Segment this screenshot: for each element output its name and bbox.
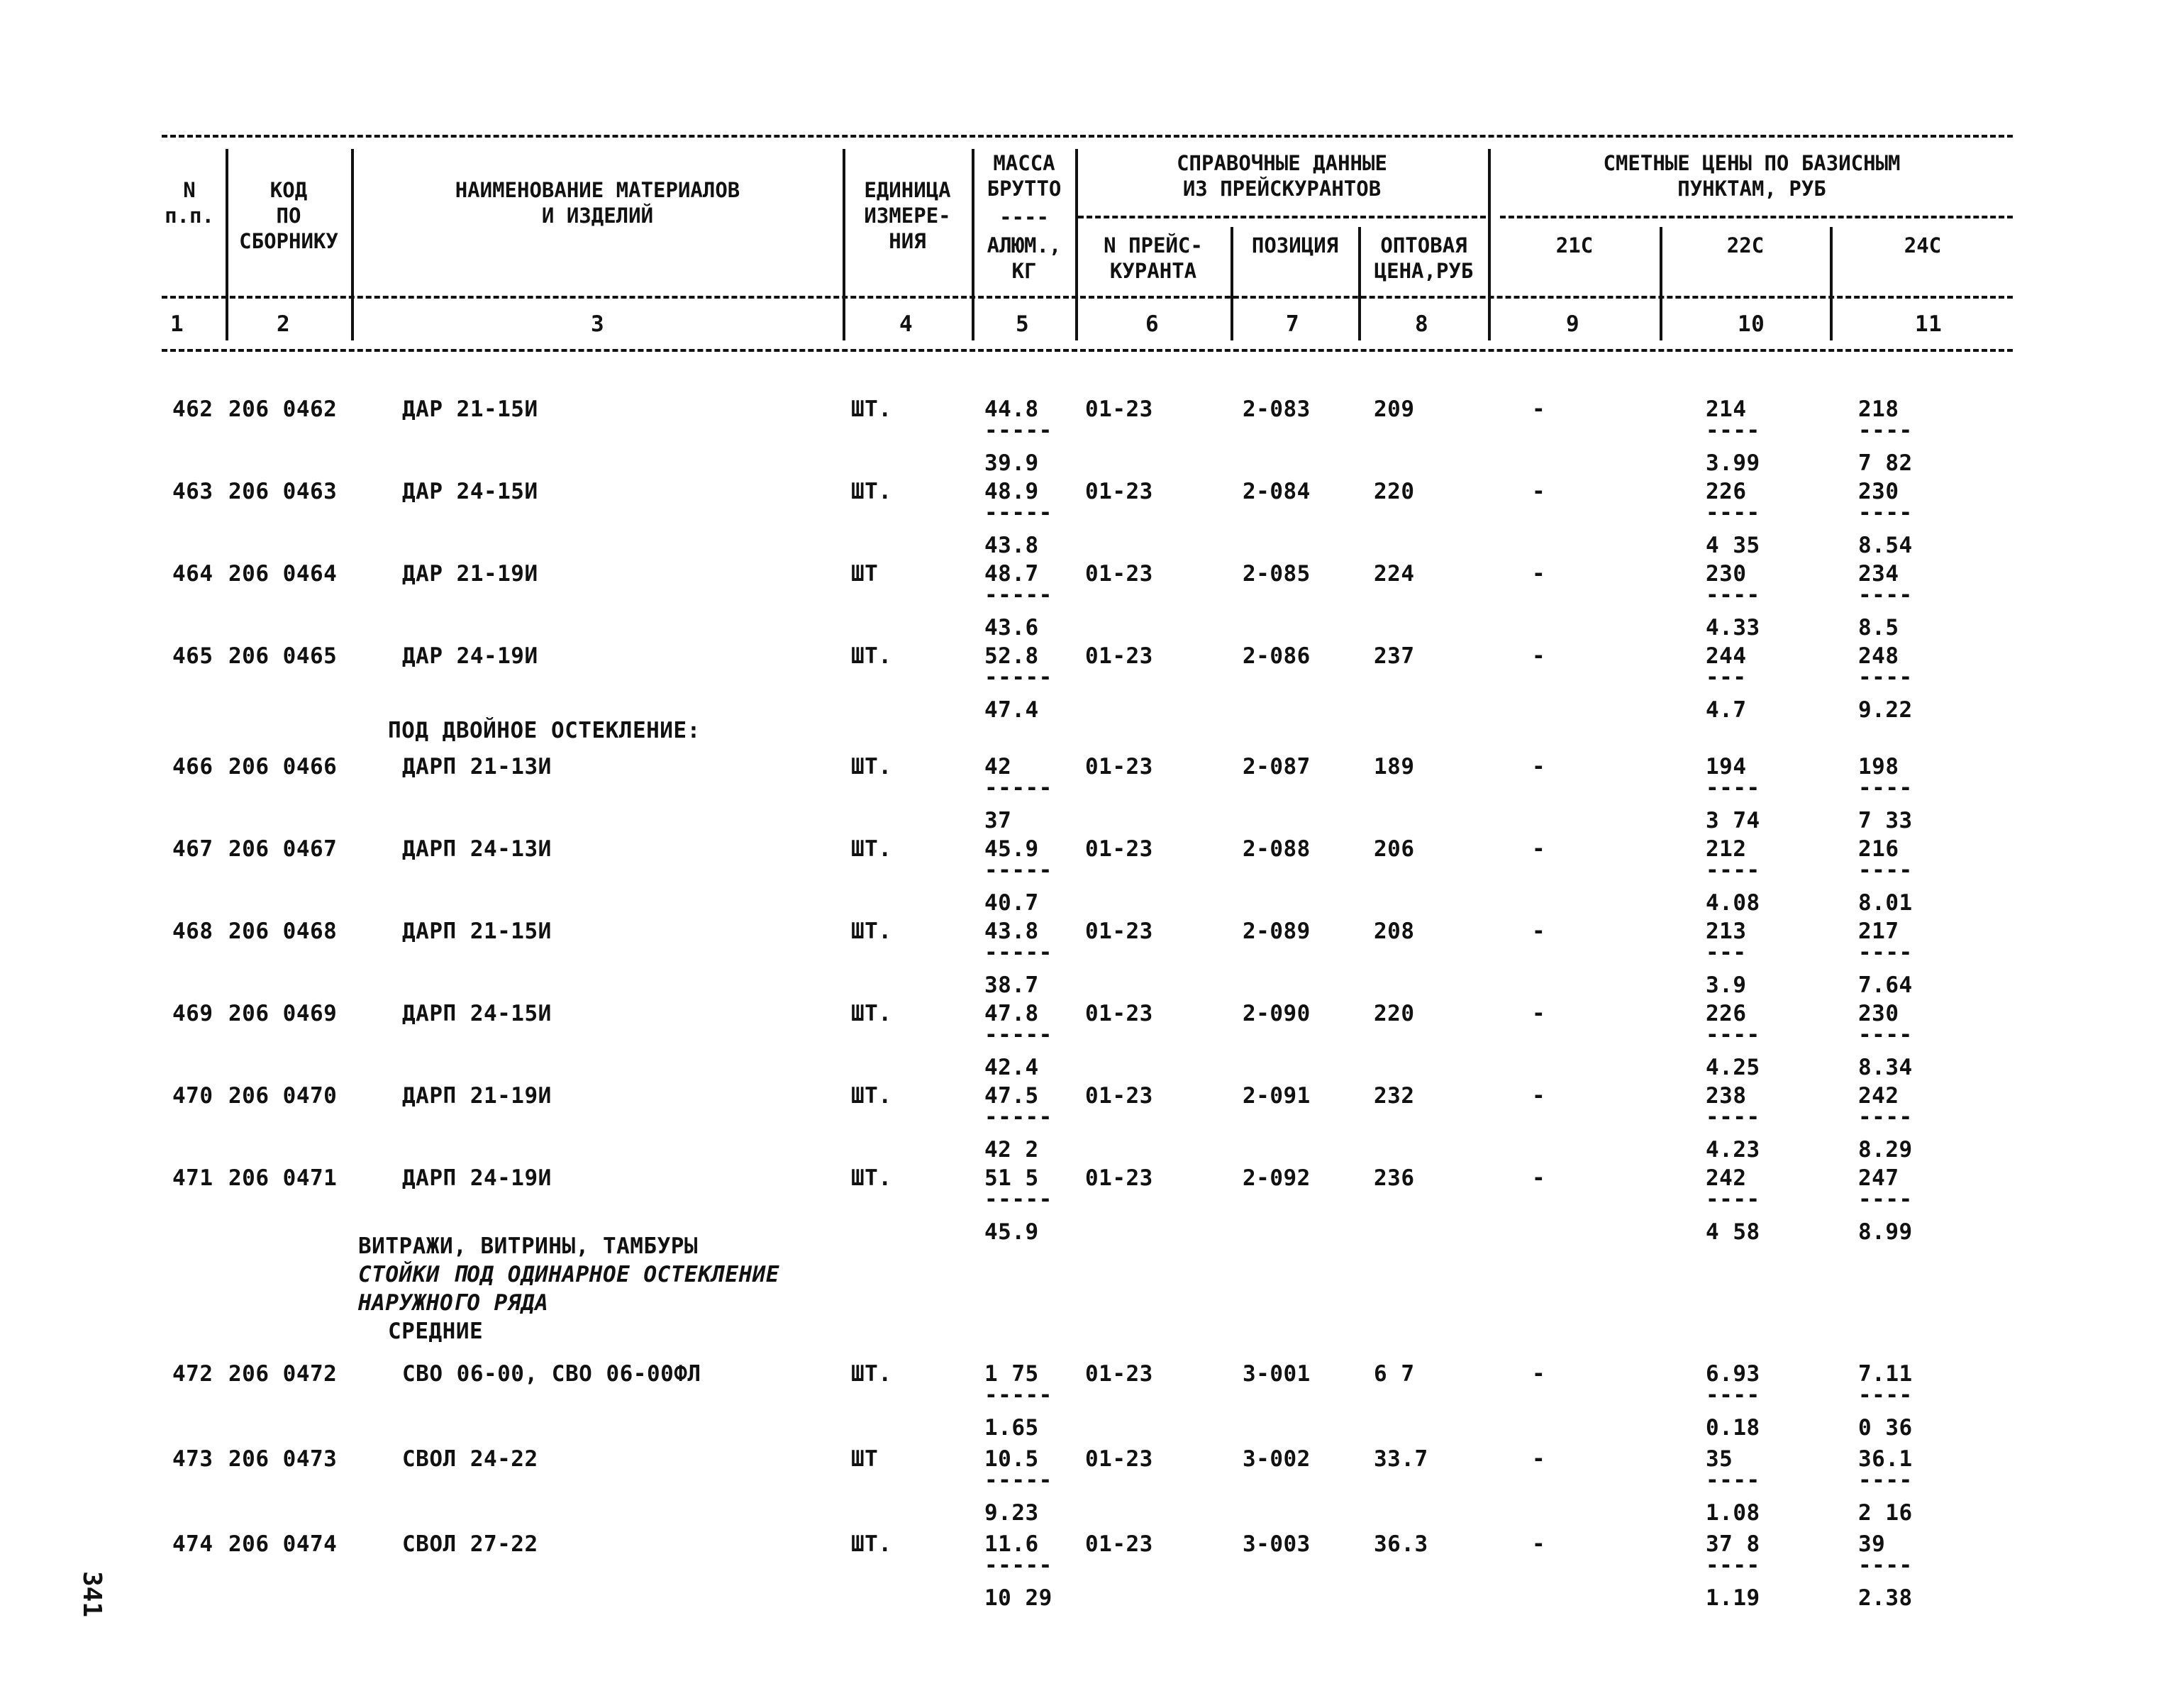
row-position: 2-085: [1243, 561, 1311, 587]
row-mass-fraction-bar: -----: [984, 665, 1052, 690]
row-number: 463: [172, 479, 213, 504]
header-top-rule: [162, 135, 2013, 138]
row-24c-transport: 7 33: [1858, 808, 1913, 833]
row-wholesale-price: 220: [1374, 479, 1415, 504]
column-number-5: 5: [1016, 311, 1030, 337]
section-stoyki-line1: СТОЙКИ ПОД ОДИНАРНОЕ ОСТЕКЛЕНИЕ: [358, 1262, 780, 1287]
row-22c-fraction-bar: ----: [1706, 858, 1760, 883]
row-mass-aluminium: 1.65: [984, 1415, 1039, 1441]
row-mass-aluminium: 10 29: [984, 1585, 1052, 1611]
row-price-22c: 244: [1706, 643, 1747, 669]
row-position: 2-083: [1243, 396, 1311, 422]
row-code: 206 0464: [228, 561, 338, 587]
row-unit: ШТ.: [851, 919, 892, 944]
row-24c-fraction-bar: ----: [1858, 418, 1913, 443]
row-22c-fraction-bar: ----: [1706, 500, 1760, 526]
row-number: 466: [172, 754, 213, 780]
row-mass-aluminium: 43.8: [984, 533, 1039, 558]
row-mass-aluminium: 47.4: [984, 697, 1039, 723]
row-24c-transport: 9.22: [1858, 697, 1913, 723]
row-number: 468: [172, 919, 213, 944]
row-price-24c: 39: [1858, 1531, 1886, 1557]
row-unit: ШТ.: [851, 1165, 892, 1191]
row-mass-fraction-bar: -----: [984, 500, 1052, 526]
header-col3: НАИМЕНОВАНИЕ МАТЕРИАЛОВ И ИЗДЕЛИЙ: [455, 178, 740, 228]
row-pricelist: 01-23: [1085, 1446, 1153, 1472]
row-24c-fraction-bar: ----: [1858, 1468, 1913, 1493]
row-position: 2-084: [1243, 479, 1311, 504]
row-price-22c: 238: [1706, 1083, 1747, 1109]
row-wholesale-price: 220: [1374, 1001, 1415, 1026]
row-mass-aluminium: 43.6: [984, 615, 1039, 640]
row-pricelist: 01-23: [1085, 1165, 1153, 1191]
row-22c-transport: 1.08: [1706, 1500, 1760, 1526]
section-vitrazhi: ВИТРАЖИ, ВИТРИНЫ, ТАМБУРЫ: [358, 1233, 699, 1259]
row-unit: ШТ.: [851, 643, 892, 669]
row-price-22c: 226: [1706, 479, 1747, 504]
row-mass: 52.8: [984, 643, 1039, 669]
row-24c-fraction-bar: ----: [1858, 500, 1913, 526]
row-price-22c: 35: [1706, 1446, 1733, 1472]
row-pricelist: 01-23: [1085, 643, 1153, 669]
row-unit: ШТ.: [851, 754, 892, 780]
row-number: 465: [172, 643, 213, 669]
row-wholesale-price: 209: [1374, 396, 1415, 422]
row-price-24c: 248: [1858, 643, 1899, 669]
row-price-21c: -: [1532, 1446, 1546, 1472]
row-22c-fraction-bar: ----: [1706, 1104, 1760, 1130]
row-24c-fraction-bar: ----: [1858, 1022, 1913, 1048]
row-price-21c: -: [1532, 919, 1546, 944]
row-name: СВОЛ 27-22: [402, 1531, 538, 1557]
row-unit: ШТ.: [851, 1001, 892, 1026]
row-name: СВО 06-00, СВО 06-00ФЛ: [402, 1361, 701, 1387]
row-name: ДАРП 24-15И: [402, 1001, 552, 1026]
row-name: ДАРП 21-15И: [402, 919, 552, 944]
row-22c-transport: 4.7: [1706, 697, 1747, 723]
row-24c-transport: 0 36: [1858, 1415, 1913, 1441]
row-mass-aluminium: 40.7: [984, 890, 1039, 916]
row-name: ДАРП 24-13И: [402, 836, 552, 862]
row-mass-aluminium: 45.9: [984, 1219, 1039, 1245]
row-22c-transport: 4.23: [1706, 1137, 1760, 1163]
row-number: 470: [172, 1083, 213, 1109]
row-mass-fraction-bar: -----: [984, 775, 1052, 801]
row-mass: 47.8: [984, 1001, 1039, 1026]
row-pricelist: 01-23: [1085, 1001, 1153, 1026]
row-mass-aluminium: 9.23: [984, 1500, 1039, 1526]
row-24c-fraction-bar: ----: [1858, 1187, 1913, 1212]
row-wholesale-price: 237: [1374, 643, 1415, 669]
row-22c-transport: 3 74: [1706, 808, 1760, 833]
row-number: 464: [172, 561, 213, 587]
row-price-24c: 218: [1858, 396, 1899, 422]
row-24c-fraction-bar: ----: [1858, 775, 1913, 801]
row-position: 2-089: [1243, 919, 1311, 944]
price-group-rule: [1500, 216, 2013, 218]
row-mass-fraction-bar: -----: [984, 1104, 1052, 1130]
row-price-21c: -: [1532, 1083, 1546, 1109]
row-24c-transport: 8.01: [1858, 890, 1913, 916]
row-24c-fraction-bar: ----: [1858, 1104, 1913, 1130]
header-col6: N ПРЕЙС- КУРАНТА: [1104, 233, 1203, 283]
row-number: 473: [172, 1446, 213, 1472]
header-bottom-rule: [162, 349, 2013, 352]
row-22c-fraction-bar: ----: [1706, 1553, 1760, 1578]
row-22c-fraction-bar: ----: [1706, 775, 1760, 801]
row-24c-transport: 8.54: [1858, 533, 1913, 558]
row-24c-fraction-bar: ----: [1858, 940, 1913, 965]
header-col8: ОПТОВАЯ ЦЕНА,РУБ: [1374, 233, 1474, 283]
row-24c-transport: 8.34: [1858, 1055, 1913, 1080]
row-price-21c: -: [1532, 396, 1546, 422]
row-22c-fraction-bar: ----: [1706, 1187, 1760, 1212]
row-wholesale-price: 208: [1374, 919, 1415, 944]
row-code: 206 0462: [228, 396, 338, 422]
column-number-6: 6: [1145, 311, 1160, 337]
row-pricelist: 01-23: [1085, 754, 1153, 780]
row-mass-fraction-bar: -----: [984, 858, 1052, 883]
row-mass-fraction-bar: -----: [984, 1553, 1052, 1578]
row-pricelist: 01-23: [1085, 1531, 1153, 1557]
row-22c-transport: 0.18: [1706, 1415, 1760, 1441]
row-code: 206 0471: [228, 1165, 338, 1191]
section-double-glazing: ПОД ДВОЙНОЕ ОСТЕКЛЕНИЕ:: [388, 718, 701, 743]
row-code: 206 0474: [228, 1531, 338, 1557]
section-srednie: СРЕДНИЕ: [388, 1319, 484, 1344]
row-unit: ШТ: [851, 561, 879, 587]
row-24c-fraction-bar: ----: [1858, 582, 1913, 608]
row-number: 469: [172, 1001, 213, 1026]
row-pricelist: 01-23: [1085, 561, 1153, 587]
row-wholesale-price: 206: [1374, 836, 1415, 862]
row-22c-fraction-bar: ----: [1706, 418, 1760, 443]
row-price-21c: -: [1532, 1531, 1546, 1557]
row-price-24c: 247: [1858, 1165, 1899, 1191]
row-number: 471: [172, 1165, 213, 1191]
row-mass: 45.9: [984, 836, 1039, 862]
row-mass: 51 5: [984, 1165, 1039, 1191]
row-22c-transport: 1.19: [1706, 1585, 1760, 1611]
header-col2: КОД ПО СБОРНИКУ: [239, 178, 338, 253]
row-price-22c: 214: [1706, 396, 1747, 422]
row-pricelist: 01-23: [1085, 1361, 1153, 1387]
column-number-3: 3: [591, 311, 605, 337]
row-mass: 44.8: [984, 396, 1039, 422]
row-position: 3-002: [1243, 1446, 1311, 1472]
row-pricelist: 01-23: [1085, 1083, 1153, 1109]
row-price-24c: 234: [1858, 561, 1899, 587]
header-col7: ПОЗИЦИЯ: [1251, 233, 1339, 257]
row-mass: 1 75: [984, 1361, 1039, 1387]
row-code: 206 0470: [228, 1083, 338, 1109]
header-col5-sep: ----: [999, 205, 1049, 229]
row-mass: 11.6: [984, 1531, 1039, 1557]
row-wholesale-price: 189: [1374, 754, 1415, 780]
row-wholesale-price: 6 7: [1374, 1361, 1415, 1387]
row-24c-transport: 7 82: [1858, 450, 1913, 476]
row-pricelist: 01-23: [1085, 479, 1153, 504]
row-unit: ШТ: [851, 1446, 879, 1472]
row-wholesale-price: 36.3: [1374, 1531, 1428, 1557]
column-number-11: 11: [1915, 311, 1943, 337]
row-price-24c: 230: [1858, 479, 1899, 504]
row-code: 206 0467: [228, 836, 338, 862]
row-price-21c: -: [1532, 836, 1546, 862]
row-position: 3-001: [1243, 1361, 1311, 1387]
row-mass: 42: [984, 754, 1012, 780]
row-22c-fraction-bar: ----: [1706, 1382, 1760, 1408]
header-col11: 24С: [1904, 233, 1942, 257]
row-mass-fraction-bar: -----: [984, 1187, 1052, 1212]
row-22c-transport: 3.9: [1706, 972, 1747, 998]
row-price-22c: 212: [1706, 836, 1747, 862]
header-vbar: [351, 149, 354, 340]
row-code: 206 0466: [228, 754, 338, 780]
row-24c-fraction-bar: ----: [1858, 858, 1913, 883]
row-24c-fraction-bar: ----: [1858, 665, 1913, 690]
row-22c-transport: 4.25: [1706, 1055, 1760, 1080]
ref-group-rule: [1078, 216, 1486, 218]
row-price-21c: -: [1532, 1001, 1546, 1026]
header-mid-rule: [162, 296, 2013, 299]
row-code: 206 0472: [228, 1361, 338, 1387]
column-number-4: 4: [899, 311, 913, 337]
row-pricelist: 01-23: [1085, 836, 1153, 862]
row-22c-transport: 4 58: [1706, 1219, 1760, 1245]
header-vbar: [1231, 227, 1233, 340]
row-wholesale-price: 236: [1374, 1165, 1415, 1191]
row-mass-fraction-bar: -----: [984, 418, 1052, 443]
row-price-22c: 37 8: [1706, 1531, 1760, 1557]
row-number: 474: [172, 1531, 213, 1557]
row-price-21c: -: [1532, 561, 1546, 587]
row-name: ДАРП 24-19И: [402, 1165, 552, 1191]
row-wholesale-price: 224: [1374, 561, 1415, 587]
header-group-prices: СМЕТНЫЕ ЦЕНЫ ПО БАЗИСНЫМ ПУНКТАМ, РУБ: [1603, 151, 1901, 201]
header-col4: ЕДИНИЦА ИЗМЕРЕ- НИЯ: [864, 178, 951, 253]
row-mass-fraction-bar: -----: [984, 1382, 1052, 1408]
row-code: 206 0468: [228, 919, 338, 944]
row-24c-transport: 8.5: [1858, 615, 1899, 640]
row-mass-aluminium: 38.7: [984, 972, 1039, 998]
row-position: 2-091: [1243, 1083, 1311, 1109]
row-24c-fraction-bar: ----: [1858, 1382, 1913, 1408]
row-price-21c: -: [1532, 754, 1546, 780]
row-mass-aluminium: 42 2: [984, 1137, 1039, 1163]
row-unit: ШТ.: [851, 479, 892, 504]
row-24c-transport: 8.29: [1858, 1137, 1913, 1163]
column-number-2: 2: [277, 311, 291, 337]
row-position: 2-090: [1243, 1001, 1311, 1026]
column-number-7: 7: [1286, 311, 1300, 337]
row-price-21c: -: [1532, 1361, 1546, 1387]
row-name: СВОЛ 24-22: [402, 1446, 538, 1472]
row-price-21c: -: [1532, 479, 1546, 504]
column-number-8: 8: [1415, 311, 1429, 337]
row-wholesale-price: 232: [1374, 1083, 1415, 1109]
row-name: ДАР 21-15И: [402, 396, 538, 422]
row-mass-fraction-bar: -----: [984, 582, 1052, 608]
column-number-1: 1: [170, 311, 184, 337]
row-pricelist: 01-23: [1085, 919, 1153, 944]
row-22c-fraction-bar: ----: [1706, 1468, 1760, 1493]
row-unit: ШТ.: [851, 1361, 892, 1387]
column-number-10: 10: [1738, 311, 1765, 337]
row-code: 206 0465: [228, 643, 338, 669]
row-unit: ШТ.: [851, 1531, 892, 1557]
row-22c-fraction-bar: ---: [1706, 940, 1747, 965]
row-number: 472: [172, 1361, 213, 1387]
row-price-21c: -: [1532, 643, 1546, 669]
row-24c-transport: 2 16: [1858, 1500, 1913, 1526]
row-price-24c: 198: [1858, 754, 1899, 780]
row-mass: 43.8: [984, 919, 1039, 944]
row-name: ДАРП 21-13И: [402, 754, 552, 780]
row-wholesale-price: 33.7: [1374, 1446, 1428, 1472]
row-name: ДАР 24-15И: [402, 479, 538, 504]
row-22c-transport: 3.99: [1706, 450, 1760, 476]
row-name: ДАР 21-19И: [402, 561, 538, 587]
row-price-22c: 226: [1706, 1001, 1747, 1026]
row-22c-transport: 4 35: [1706, 533, 1760, 558]
row-unit: ШТ.: [851, 1083, 892, 1109]
row-name: ДАРП 21-19И: [402, 1083, 552, 1109]
row-24c-fraction-bar: ----: [1858, 1553, 1913, 1578]
row-mass-aluminium: 37: [984, 808, 1012, 833]
column-number-9: 9: [1566, 311, 1580, 337]
row-22c-fraction-bar: ---: [1706, 665, 1747, 690]
row-name: ДАР 24-19И: [402, 643, 538, 669]
row-price-24c: 230: [1858, 1001, 1899, 1026]
row-pricelist: 01-23: [1085, 396, 1153, 422]
row-price-21c: -: [1532, 1165, 1546, 1191]
row-code: 206 0469: [228, 1001, 338, 1026]
header-group-ref: СПРАВОЧНЫЕ ДАННЫЕ ИЗ ПРЕЙСКУРАНТОВ: [1177, 151, 1387, 201]
row-number: 467: [172, 836, 213, 862]
section-stoyki-line2: НАРУЖНОГО РЯДА: [358, 1290, 549, 1316]
row-position: 2-088: [1243, 836, 1311, 862]
row-position: 2-092: [1243, 1165, 1311, 1191]
row-unit: ШТ.: [851, 836, 892, 862]
row-number: 462: [172, 396, 213, 422]
header-col5-bottom: АЛЮМ., КГ: [987, 233, 1062, 283]
row-price-24c: 217: [1858, 919, 1899, 944]
row-price-22c: 213: [1706, 919, 1747, 944]
row-24c-transport: 2.38: [1858, 1585, 1913, 1611]
header-col9: 21С: [1555, 233, 1594, 257]
row-mass-fraction-bar: -----: [984, 1022, 1052, 1048]
row-mass: 47.5: [984, 1083, 1039, 1109]
row-mass-fraction-bar: -----: [984, 1468, 1052, 1493]
row-price-22c: 6.93: [1706, 1361, 1760, 1387]
row-position: 3-003: [1243, 1531, 1311, 1557]
header-col5-top: МАССА БРУТТО: [987, 151, 1062, 201]
row-price-22c: 242: [1706, 1165, 1747, 1191]
row-price-22c: 194: [1706, 754, 1747, 780]
row-mass: 48.9: [984, 479, 1039, 504]
row-unit: ШТ.: [851, 396, 892, 422]
row-22c-transport: 4.33: [1706, 615, 1760, 640]
row-price-24c: 7.11: [1858, 1361, 1913, 1387]
row-mass-aluminium: 42.4: [984, 1055, 1039, 1080]
row-price-22c: 230: [1706, 561, 1747, 587]
row-position: 2-086: [1243, 643, 1311, 669]
row-price-24c: 36.1: [1858, 1446, 1913, 1472]
row-code: 206 0463: [228, 479, 338, 504]
row-24c-transport: 7.64: [1858, 972, 1913, 998]
row-22c-fraction-bar: ----: [1706, 1022, 1760, 1048]
row-price-24c: 216: [1858, 836, 1899, 862]
row-22c-fraction-bar: ----: [1706, 582, 1760, 608]
row-22c-transport: 4.08: [1706, 890, 1760, 916]
row-mass: 10.5: [984, 1446, 1039, 1472]
row-mass-fraction-bar: -----: [984, 940, 1052, 965]
row-code: 206 0473: [228, 1446, 338, 1472]
row-position: 2-087: [1243, 754, 1311, 780]
row-mass-aluminium: 39.9: [984, 450, 1039, 476]
row-mass: 48.7: [984, 561, 1039, 587]
row-price-24c: 242: [1858, 1083, 1899, 1109]
header-col1: N п.п.: [165, 178, 214, 228]
row-24c-transport: 8.99: [1858, 1219, 1913, 1245]
header-col10: 22С: [1726, 233, 1765, 257]
header-vbar: [1358, 227, 1361, 340]
page-number: 341: [77, 1571, 106, 1618]
